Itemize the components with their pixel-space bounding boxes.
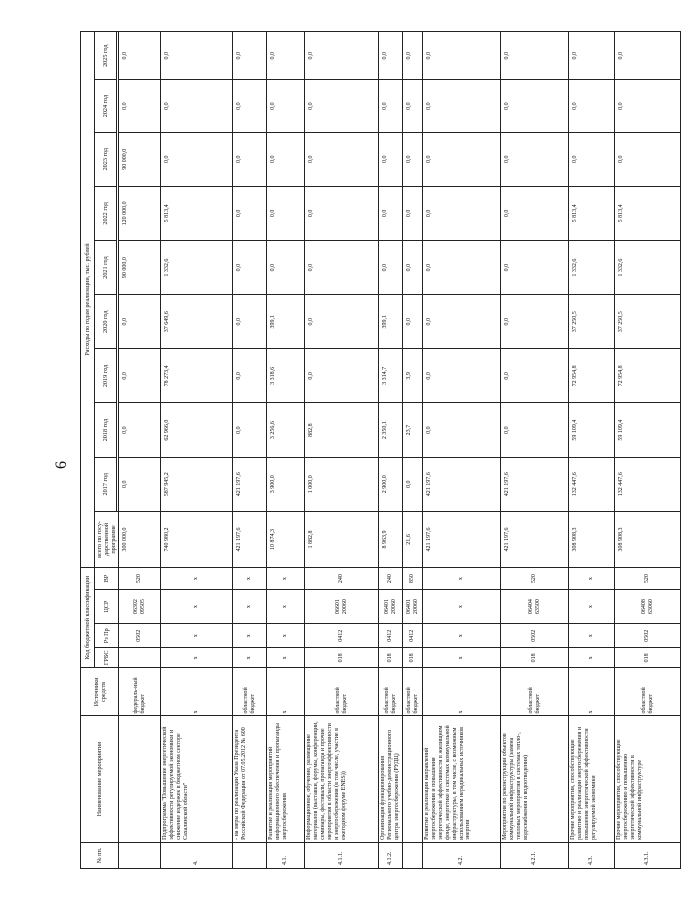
header-year: 2025 год [95,32,117,80]
row-year-value: 62 966,0 [161,403,233,457]
header-year: 2022 год [95,186,117,240]
row-total: 10 874,3 [267,511,305,567]
row-source: областной бюджет [233,668,267,716]
row-rzpr: x [267,624,305,648]
row-year-value: 0,0 [233,349,267,403]
row-year-value: 0,0 [423,295,501,349]
row-year-value: 0,0 [615,132,681,186]
row-total: 300 000,0 [119,511,161,567]
row-year-value: 0,0 [501,80,569,132]
row-year-value: 0,0 [305,295,379,349]
row-csr: x [267,590,305,624]
row-name: Развитие и реализация мероприятий информационного обеспечения и пропаганды энергосбережения [267,716,305,842]
row-year-value: 0,0 [119,80,161,132]
row-year-value: 0,0 [423,403,501,457]
row-year-value: 132 447,6 [569,457,615,511]
row-name: Подпрограмма "Повышение энергетической эффективности регулируемой экономики и снижение издержек в бюджетном секторе Сахалинской области" [161,716,233,842]
table-row [403,32,423,869]
row-grbs: 018 [501,648,569,668]
row-year-value: 1 332,6 [569,240,615,294]
row-name: - на меры по реализации Указа Президента Российской Федерации от 07.05.2012 № 600 [233,716,267,842]
row-year-value: 0,0 [423,240,501,294]
row-vr: x [267,568,305,590]
row-year-value: 0,0 [423,186,501,240]
row-year-value: 2 350,1 [379,403,403,457]
row-total: 740 980,2 [161,511,233,567]
table-row [423,32,501,869]
header-year: 2019 год [95,349,117,403]
row-total: 421 197,6 [423,511,501,567]
row-year-value: 882,8 [305,403,379,457]
row-number: 4.2. [423,842,501,868]
row-year-value: 23,7 [403,403,423,457]
row-rzpr: 0502 [119,624,161,648]
row-vr: x [233,568,267,590]
row-year-value: 0,0 [501,240,569,294]
row-year-value: 3 900,0 [267,457,305,511]
row-rzpr: 0412 [305,624,379,648]
row-year-value: 0,0 [501,403,569,457]
row-year-value: 0,0 [403,295,423,349]
row-year-value: 0,0 [305,240,379,294]
row-vr: x [161,568,233,590]
row-year-value: 0,0 [569,32,615,80]
row-year-value: 0,0 [305,186,379,240]
table-row [305,32,379,869]
row-year-value: 0,0 [501,132,569,186]
row-year-value: 0,0 [379,132,403,186]
row-year-value: 72 954,8 [569,349,615,403]
row-year-value: 0,0 [305,132,379,186]
row-year-value: 0,0 [161,32,233,80]
row-year-value: 0,0 [423,80,501,132]
row-year-value: 399,1 [379,295,403,349]
row-year-value: 0,0 [305,32,379,80]
row-grbs: x [161,648,233,668]
header-csr: ЦСР [95,590,119,624]
row-total: 21,6 [403,511,423,567]
row-year-value: 5 813,4 [569,186,615,240]
row-source: областной бюджет [305,668,379,716]
row-year-value: 3 256,6 [267,403,305,457]
row-source: x [267,668,305,716]
row-rzpr: x [569,624,615,648]
row-year-value: 0,0 [119,403,161,457]
row-grbs: 018 [615,648,681,668]
row-vr: 520 [615,568,681,590]
row-year-value: 0,0 [233,403,267,457]
row-total: 308 908,3 [569,511,615,567]
row-year-value: 0,0 [379,32,403,80]
row-year-value: 0,0 [119,457,161,511]
row-vr: x [569,568,615,590]
row-year-value: 0,0 [379,80,403,132]
row-year-value: 0,0 [403,186,423,240]
row-csr: 06302 09505 [119,590,161,624]
row-grbs: 018 [379,648,403,668]
row-year-value: 0,0 [615,32,681,80]
row-grbs: 018 [403,648,423,668]
row-year-value: 399,1 [267,295,305,349]
row-name [119,716,161,842]
row-year-value: 0,0 [501,349,569,403]
header-vr: ВР [95,568,119,590]
row-year-value: 0,0 [267,32,305,80]
table-row [379,32,403,869]
row-year-value: 90 000,0 [119,132,161,186]
header-year: 2020 год [95,295,117,349]
row-year-value: 421 197,6 [423,457,501,511]
row-year-value: 0,0 [403,132,423,186]
row-year-value: 90 000,0 [119,240,161,294]
row-vr: x [423,568,501,590]
row-vr: 520 [119,568,161,590]
row-year-value: 0,0 [119,295,161,349]
row-year-value: 421 197,6 [233,457,267,511]
row-year-value: 421 197,6 [501,457,569,511]
page-number: 6 [53,461,70,469]
row-year-value: 0,0 [305,349,379,403]
row-year-value: 0,0 [423,32,501,80]
row-year-value: 2 900,0 [379,457,403,511]
row-year-value: 59 109,4 [569,403,615,457]
row-grbs: x [267,648,305,668]
row-grbs: 018 [305,648,379,668]
row-year-value: 0,0 [403,457,423,511]
row-rzpr: x [423,624,501,648]
row-source: x [161,668,233,716]
row-total: 308 908,3 [615,511,681,567]
row-csr: x [233,590,267,624]
row-grbs: x [569,648,615,668]
budget-table [80,31,681,869]
row-vr: 240 [379,568,403,590]
row-year-value: 0,0 [119,349,161,403]
row-year-value: 37 649,6 [161,295,233,349]
row-year-value: 3,9 [403,349,423,403]
row-year-value: 1 000,0 [305,457,379,511]
row-name: Организация функционирования Регионального учебно-демонстрационного центра энергосбережения (РУДЦ) [379,716,403,842]
row-vr: 520 [501,568,569,590]
row-year-value: 0,0 [267,186,305,240]
row-source: x [569,668,615,716]
row-name: Развитие и реализация направлений энергосбережения и повышения энергетической эффективности в жилищном фонде, энергетике и системах коммунальной инфраструктуры, в том числе, с возможным использованием нерадикальных источников энергии [423,716,501,842]
table-row [119,32,161,869]
row-number [403,842,423,868]
row-csr: x [569,590,615,624]
row-year-value: 0,0 [267,132,305,186]
row-year-value: 0,0 [569,132,615,186]
row-csr: x [423,590,501,624]
row-source: областной бюджет [615,668,681,716]
row-number: 4.1.1. [305,842,379,868]
row-year-value: 587 945,2 [161,457,233,511]
row-year-value: 0,0 [501,186,569,240]
row-year-value: 0,0 [403,80,423,132]
row-year-value: 0,0 [233,186,267,240]
header-grbs: ГРБС [95,648,119,668]
row-year-value: 37 250,5 [569,295,615,349]
row-year-value: 0,0 [233,132,267,186]
row-year-value: 5 813,4 [615,186,681,240]
row-year-value: 59 109,4 [615,403,681,457]
header-source: Источники средств [81,668,119,716]
header-total: всего по госу-дарственной программе [95,511,119,567]
row-total: 1 882,8 [305,511,379,567]
row-vr: 240 [305,568,379,590]
row-year-value: 0,0 [267,80,305,132]
row-source: областной бюджет [379,668,403,716]
document-page [52,21,654,889]
row-rzpr: 0412 [379,624,403,648]
row-vr: 850 [403,568,423,590]
row-csr: 06601 20060 [305,590,379,624]
row-grbs: x [233,648,267,668]
header-expenses-group: Расходы по годам реализации, тыс. рублей [81,32,95,568]
row-csr: 06404 63500 [501,590,569,624]
row-year-value: 0,0 [305,80,379,132]
row-name: Прочие мероприятия, способствующие энергосбережению и повышению энергетической эффективности в коммунальной инфраструктуре [615,716,681,842]
row-year-value: 0,0 [403,240,423,294]
header-num: № пп. [81,842,119,868]
row-number: 4. [161,842,233,868]
row-year-value: 0,0 [501,295,569,349]
row-year-value: 0,0 [423,132,501,186]
row-grbs [119,648,161,668]
row-source: областной бюджет [501,668,569,716]
row-year-value: 0,0 [569,80,615,132]
row-year-value: 1 332,6 [615,240,681,294]
row-csr: 06408 63060 [615,590,681,624]
row-year-value: 1 332,6 [161,240,233,294]
table-row [233,32,267,869]
row-number [233,842,267,868]
row-rzpr: 0502 [615,624,681,648]
row-number: 4.1.2. [379,842,403,868]
row-year-value: 0,0 [423,349,501,403]
row-number: 4.1. [267,842,305,868]
row-year-value: 0,0 [161,132,233,186]
row-year-value: 0,0 [233,295,267,349]
row-year-value: 0,0 [161,80,233,132]
row-year-value: 3 314,7 [379,349,403,403]
header-name: Наименование мероприятия [81,716,119,842]
row-name: Прочие мероприятия, способствующие развитию и реализации энергосбережения и повышения энергетической эффективности регулируемой экономики [569,716,615,842]
row-year-value: 120 000,0 [119,186,161,240]
row-year-value: 0,0 [267,240,305,294]
header-year: 2023 год [95,132,117,186]
row-year-value: 0,0 [233,80,267,132]
row-csr: 06401 20060 [379,590,403,624]
row-number: 4.3. [569,842,615,868]
row-year-value: 0,0 [615,80,681,132]
row-number: 4.3.1. [615,842,681,868]
row-name: Информационное, обучение, размещение материалов (выставки, форумы, конференции, семинары, фестивали, пропаганда и прочие мероприятия в области энергоэффективности и энергосбережения (в том числе, участие в ежегодном форуме ENES)) [305,716,379,842]
table-row [501,32,569,869]
header-year: 2021 год [95,240,117,294]
row-source: x [423,668,501,716]
table-row [569,32,615,869]
row-year-value: 132 447,6 [615,457,681,511]
row-year-value: 0,0 [119,32,161,80]
row-rzpr: x [233,624,267,648]
table-row [267,32,305,869]
row-year-value: 0,0 [501,32,569,80]
row-source: федераль-ный бюджет [119,668,161,716]
row-year-value: 3 318,6 [267,349,305,403]
row-year-value: 78 273,4 [161,349,233,403]
row-year-value: 0,0 [379,186,403,240]
header-rzpr: Рз Пр [95,624,119,648]
header-bk-group: Код бюджетной классификации [81,568,95,668]
row-grbs: x [423,648,501,668]
row-year-value: 0,0 [403,32,423,80]
row-year-value: 5 813,4 [161,186,233,240]
row-year-value: 0,0 [233,32,267,80]
row-total: 8 963,9 [379,511,403,567]
row-year-value: 0,0 [233,240,267,294]
header-year: 2017 год [95,457,117,511]
row-csr: 06401 20060 [403,590,423,624]
row-number: 4.2.1. [501,842,569,868]
row-rzpr: 0412 [403,624,423,648]
row-year-value: 0,0 [379,240,403,294]
row-year-value: 37 250,5 [615,295,681,349]
row-rzpr: 0502 [501,624,569,648]
table-row [161,32,233,869]
header-year: 2018 год [95,403,117,457]
header-year: 2024 год [95,80,117,132]
row-total: 421 197,6 [501,511,569,567]
row-csr: x [161,590,233,624]
row-year-value: 72 954,8 [615,349,681,403]
row-rzpr: x [161,624,233,648]
row-source: областной бюджет [403,668,423,716]
row-name: Мероприятия по реконструкции объектов коммунальной инфраструктуры (замена тепловых мероприятия в системах тепло-, водоснабжения и водоотведения) [501,716,569,842]
row-number [119,842,161,868]
row-total: 421 197,6 [233,511,267,567]
row-name [403,716,423,842]
table-row [615,32,681,869]
